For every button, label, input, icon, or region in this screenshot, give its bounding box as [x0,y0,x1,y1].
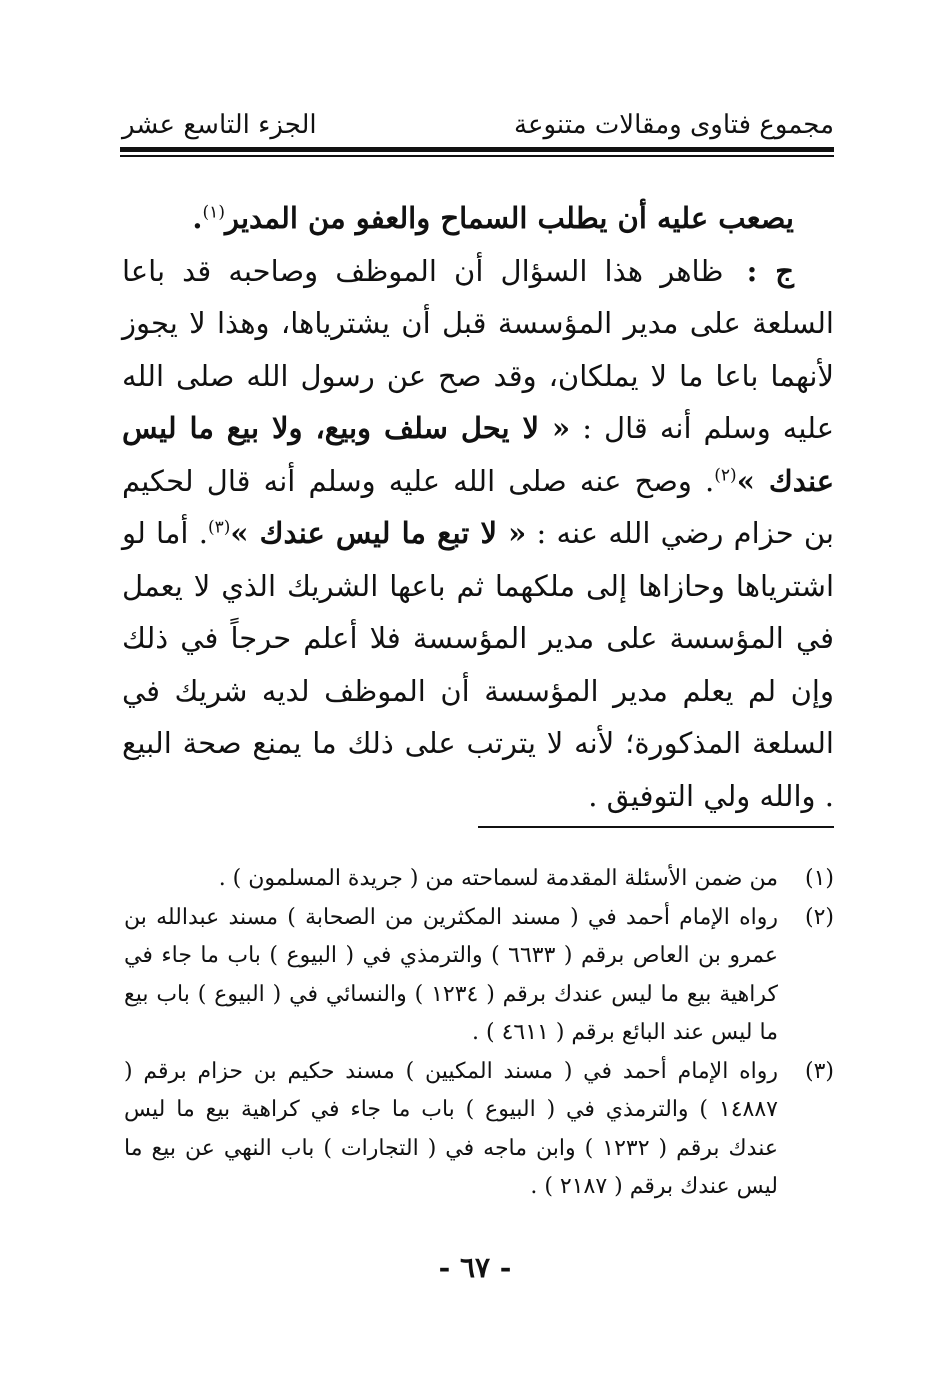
header-rule-thick [120,147,834,152]
footnote-separator [478,826,834,828]
footnote-ref-1: (١) [202,202,225,223]
answer-text-1: ظاهر هذا السؤال أن الموظف وصاحبه قد باعا السلعة على مدير المؤسسة قبل أن يشترياها، وهذا لا يجوز لأنهما باعا ما لا يملكان، وقد صح عن رسول الله صلى الله عليه وسلم أنه قال : [122,253,835,445]
answer-label: ج : [746,253,794,288]
footnote-number: (٢) [804,904,834,930]
answer-text-3: . أما لو اشترياها وحازاها إلى ملكهما ثم باعها الشريك الذي لا يعمل في المؤسسة على مدير المؤسسة فلا أعلم حرجاً في ذلك وإن لم يعلم مدير المؤسسة أن الموظف لديه شريك في السلعة المذكورة؛ لأنه لا يترتب على ذلك ما يمنع صحة البيع . والله ولي التوفيق . [122,516,834,813]
page-number: - ٦٧ - [438,1251,512,1284]
footnote-text: من ضمن الأسئلة المقدمة لسماحته من ( جريدة المسلمون ) . [218,866,778,891]
running-header [122,108,834,142]
answer-paragraph [122,245,834,823]
opening-line [122,192,834,245]
footnote-item [124,860,834,899]
hadith-quote-1: « لا يحل سلف وبيع، ولا بيع ما ليس عندك » [122,411,835,498]
footnote-item [124,1053,834,1207]
book-title: مجموع فتاوى ومقالات متنوعة [514,110,834,140]
footnote-item [124,899,834,1053]
opening-text: يصعب عليه أن يطلب السماح والعفو من المدير [224,201,794,235]
volume-label: الجزء التاسع عشر [122,110,317,140]
footnote-text: رواه الإمام أحمد في ( مسند المكثرين من الصحابة ) مسند عبدالله بن عمرو بن العاص برقم ( ٦٦٣٣ ) والترمذي في ( البيوع ) باب ما جاء في كراهية بيع ما ليس عندك برقم ( ١٢٣٤ ) والنسائي في ( البيوع ) باب بيع ما ليس عند البائع برقم ( ٤٦١١ ) . [124,904,778,1045]
footnote-ref-2: (٢) [714,464,737,485]
footnote-number: (١) [804,866,834,891]
footnotes [124,860,834,1207]
answer-text-2: . وصح عنه صلى الله عليه وسلم أنه قال لحكيم بن حزام رضي الله عنه : [122,463,835,550]
opening-end: . [192,201,203,235]
header-rule-thin [120,155,834,157]
footnote-ref-3: (٣) [207,517,231,538]
main-text [122,192,834,822]
footnote-text: رواه الإمام أحمد في ( مسند المكيين ) مسند حكيم بن حزام برقم ( ١٤٨٨٧ ) والترمذي في ( البيوع ) باب ما جاء في كراهية بيع ما ليس عندك برقم ( ١٢٣٢ ) وابن ماجه في ( التجارات ) باب النهي عن بيع ما ليس عندك برقم ( ٢١٨٧ ) . [124,1058,778,1199]
hadith-quote-2: « لا تبع ما ليس عندك » [230,516,527,550]
footnote-number: (٣) [804,1058,834,1084]
